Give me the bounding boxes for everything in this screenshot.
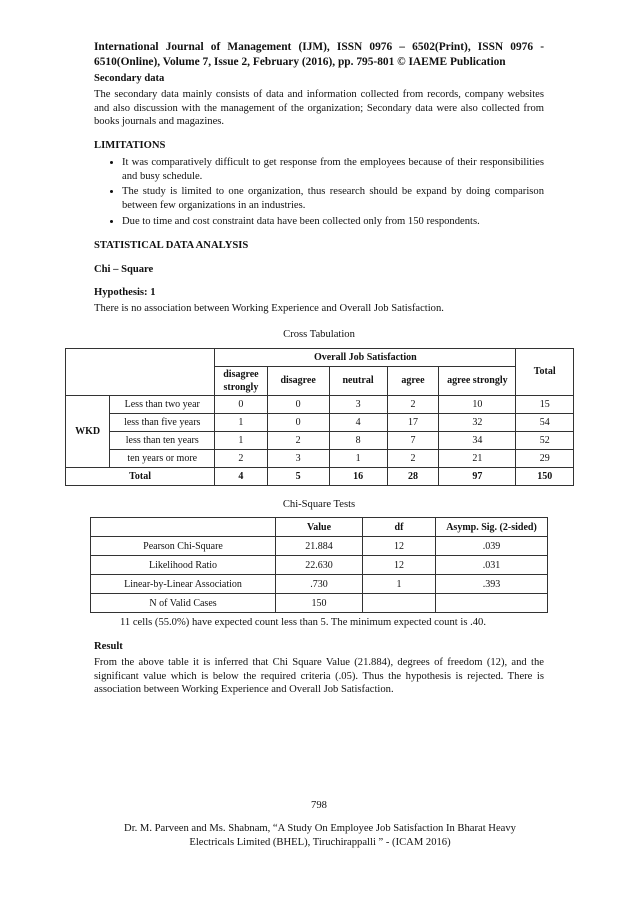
hypothesis-heading: Hypothesis: 1 <box>94 287 156 299</box>
table-row <box>66 431 574 449</box>
cell-value: 0 <box>267 395 329 413</box>
column-header: Asymp. Sig. (2-sided) <box>436 518 548 537</box>
page-number: 798 <box>311 800 327 811</box>
limitations-list <box>94 156 544 229</box>
column-header: df <box>363 518 436 537</box>
row-label: less than five years <box>110 413 215 431</box>
cell-value: 17 <box>387 413 439 431</box>
grand-total: 150 <box>516 467 574 485</box>
cell-value: 1 <box>363 575 436 594</box>
table-footnote: 11 cells (55.0%) have expected count less than 5. The minimum expected count is .40. <box>120 617 486 629</box>
chi-tests-caption: Chi-Square Tests <box>282 498 356 510</box>
cell-value: 32 <box>439 413 516 431</box>
hypothesis-text: There is no association between Working Experience and Overall Job Satisfaction. <box>94 303 444 315</box>
cell-value: 2 <box>387 395 439 413</box>
column-header: agree strongly <box>439 366 516 395</box>
table-row <box>91 556 548 575</box>
cell-value: 0 <box>267 413 329 431</box>
table-row <box>66 395 574 413</box>
cross-tab-caption: Cross Tabulation <box>283 328 355 340</box>
table-row <box>91 537 548 556</box>
cell-value: 2 <box>387 449 439 467</box>
table-row <box>91 575 548 594</box>
cell-value: .039 <box>436 537 548 556</box>
table-corner-cell <box>91 518 276 537</box>
secondary-data-text: The secondary data mainly consists of data and information collected from records, company websites and also discussion with the management of the organization; Secondary data were also collected from books journals and magazines. <box>94 88 544 128</box>
list-item: • The study is limited to one organization, thus research should be expand by doing comparison between few organizations in an industries. <box>122 185 544 213</box>
table-row <box>66 413 574 431</box>
column-header: agree <box>387 366 439 395</box>
row-total: 54 <box>516 413 574 431</box>
row-total: 52 <box>516 431 574 449</box>
cell-value: 7 <box>387 431 439 449</box>
cell-value: 34 <box>439 431 516 449</box>
cross-tabulation-table <box>65 348 574 486</box>
chi-square-tests-table <box>90 517 548 613</box>
cell-value: 0 <box>215 395 267 413</box>
cell-value: 12 <box>363 556 436 575</box>
column-header: disagree strongly <box>215 366 267 395</box>
cell-value: 5 <box>267 467 329 485</box>
cell-value: 12 <box>363 537 436 556</box>
cell-value: 16 <box>329 467 387 485</box>
table-row <box>66 449 574 467</box>
cell-value: .730 <box>276 575 363 594</box>
column-header: neutral <box>329 366 387 395</box>
row-total: 29 <box>516 449 574 467</box>
page-footer <box>100 822 540 850</box>
cell-value: 10 <box>439 395 516 413</box>
secondary-data-heading: Secondary data <box>94 73 165 85</box>
row-group-label: WKD <box>66 395 110 467</box>
cell-value: .393 <box>436 575 548 594</box>
table-row <box>91 594 548 613</box>
limitations-heading: LIMITATIONS <box>94 140 166 152</box>
footer-line: Dr. M. Parveen and Ms. Shabnam, “A Study On Employee Job Satisfaction In Bharat Heavy <box>124 823 516 834</box>
row-total: 15 <box>516 395 574 413</box>
cell-value: 1 <box>215 413 267 431</box>
cell-value: 8 <box>329 431 387 449</box>
cell-value: 2 <box>215 449 267 467</box>
result-heading: Result <box>94 641 123 653</box>
cell-value: 150 <box>276 594 363 613</box>
cell-value: 2 <box>267 431 329 449</box>
total-row-label: Total <box>66 467 215 485</box>
group-header: Overall Job Satisfaction <box>215 348 516 366</box>
journal-header: International Journal of Management (IJM), ISSN 0976 – 6502(Print), ISSN 0976 - 6510(Online), Volume 7, Issue 2, February (2016), pp. 795-801 © IAEME Publication <box>94 41 544 69</box>
row-label: less than ten years <box>110 431 215 449</box>
cell-value: 21.884 <box>276 537 363 556</box>
cell-value: 4 <box>329 413 387 431</box>
row-label: N of Valid Cases <box>91 594 276 613</box>
row-label: Linear-by-Linear Association <box>91 575 276 594</box>
cell-value: 4 <box>215 467 267 485</box>
cell-value: .031 <box>436 556 548 575</box>
analysis-heading: STATISTICAL DATA ANALYSIS <box>94 239 249 251</box>
cell-value: 1 <box>329 449 387 467</box>
row-label: Pearson Chi-Square <box>91 537 276 556</box>
cell-value: 3 <box>267 449 329 467</box>
result-text: From the above table it is inferred that Chi Square Value (21.884), degrees of freedom (12), and the significant value which is below the required criteria (.05). Thus the hypothesis is rejected. There is association between Working Experience and Overall Job Satisfaction. <box>94 656 544 696</box>
cell-value <box>436 594 548 613</box>
cell-value: 97 <box>439 467 516 485</box>
page-content <box>75 40 556 697</box>
column-header: disagree <box>267 366 329 395</box>
cell-value: 21 <box>439 449 516 467</box>
row-label: ten years or more <box>110 449 215 467</box>
table-corner-cell <box>66 348 215 395</box>
cell-value: 1 <box>215 431 267 449</box>
column-header: Value <box>276 518 363 537</box>
total-header: Total <box>516 348 574 395</box>
cell-value <box>363 594 436 613</box>
row-label: Less than two year <box>110 395 215 413</box>
cell-value: 22.630 <box>276 556 363 575</box>
total-row <box>66 467 574 485</box>
list-item: • It was comparatively difficult to get response from the employees because of their responsibilities and busy schedule. <box>122 156 544 184</box>
row-label: Likelihood Ratio <box>91 556 276 575</box>
cell-value: 3 <box>329 395 387 413</box>
chi-square-subheading: Chi – Square <box>94 263 154 275</box>
footer-line: Electricals Limited (BHEL), Tiruchirappalli ” - (ICAM 2016) <box>189 836 451 848</box>
list-item: • Due to time and cost constraint data have been collected only from 150 respondents. <box>122 215 544 229</box>
cell-value: 28 <box>387 467 439 485</box>
